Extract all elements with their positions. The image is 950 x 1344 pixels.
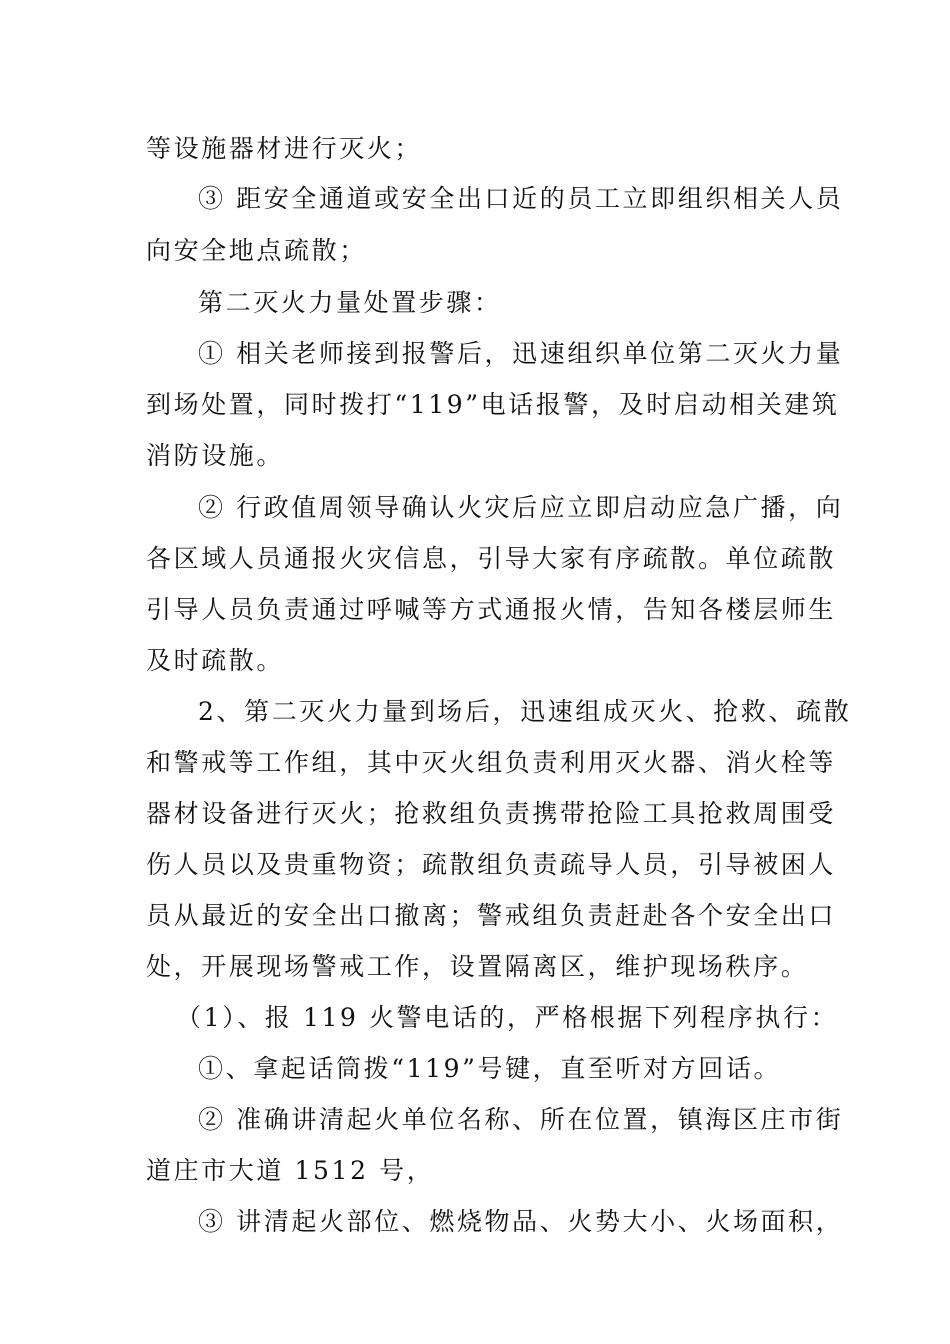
text-line: 到场处置，同时拨打“119”电话报警，及时启动相关建筑 [146,390,840,419]
text-line: 处，开展现场警戒工作，设置隔离区，维护现场秩序。 [146,952,809,981]
text-line: ② 行政值周领导确认火灾后应立即启动应急广播，向 [198,493,844,522]
text-line: 员从最近的安全出口撤离；警戒组负责赶赴各个安全出口 [146,901,837,930]
text-line: 2、第二灭火力量到场后，迅速组成灭火、抢救、疏散 [198,697,852,726]
text-line: （1）、报 119 火警电话的，严格根据下列程序执行： [176,1003,839,1032]
text-line: 伤人员以及贵重物资；疏散组负责疏导人员，引导被困人 [146,850,837,879]
text-line: 消防设施。 [146,441,285,470]
text-line: 器材设备进行灭火；抢救组负责携带抢险工具抢救周围受 [146,799,837,828]
text-line: 等设施器材进行灭火； [146,134,423,163]
text-line: 向安全地点疏散； [146,236,367,265]
text-line: 各区域人员通报火灾信息，引导大家有序疏散。单位疏散 [146,544,837,573]
text-line: 引导人员负责通过呼喊等方式通报火情，告知各楼层师生 [146,595,837,624]
text-line: ③ 距安全通道或安全出口近的员工立即组织相关人员 [198,184,844,213]
section-heading: 第二灭火力量处置步骤： [198,288,502,317]
text-line: ③ 讲清起火部位、燃烧物品、火势大小、火场面积， [198,1207,844,1236]
text-line: 及时疏散。 [146,646,285,675]
text-line: ① 相关老师接到报警后，迅速组织单位第二灭火力量 [198,339,844,368]
text-line: 道庄市大道 1512 号， [146,1156,435,1185]
text-line: ② 准确讲清起火单位名称、所在位置，镇海区庄市街 [198,1105,844,1134]
text-line: 和警戒等工作组，其中灭火组负责利用灭火器、消火栓等 [146,748,837,777]
text-line: ①、拿起话筒拨“119”号键，直至听对方回话。 [198,1054,782,1083]
